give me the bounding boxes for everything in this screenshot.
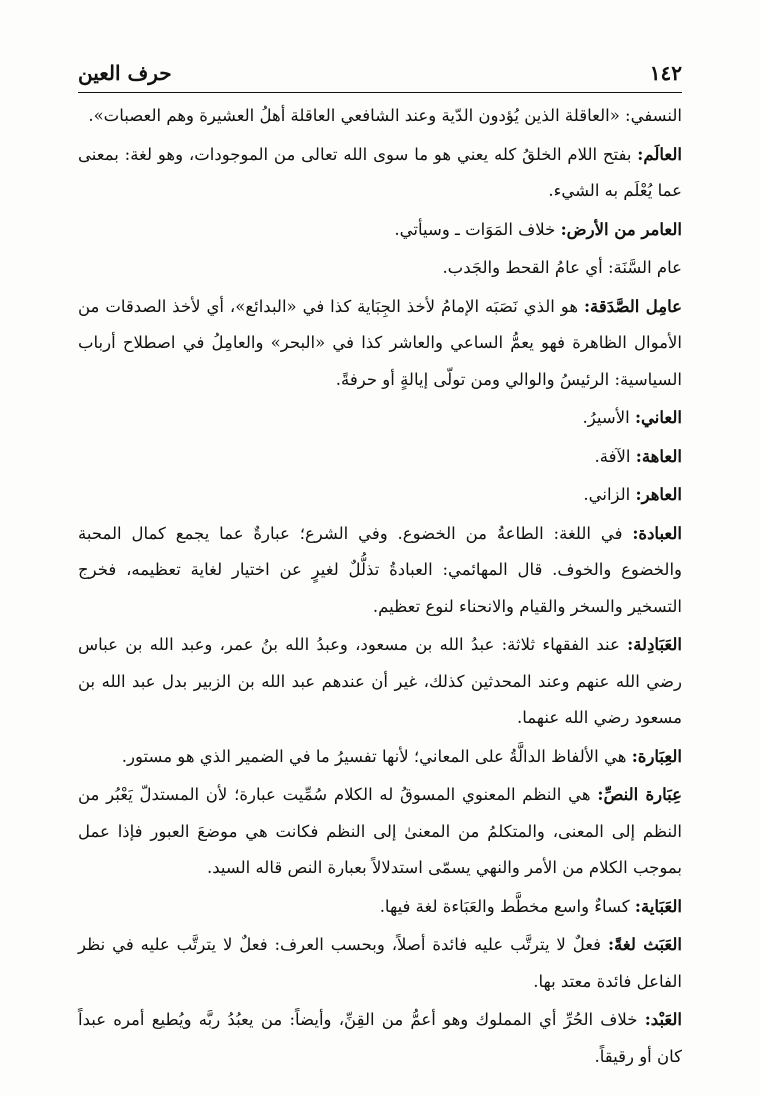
entry-text: هي النظم المعنوي المسوقُ له الكلام سُمِّيت عبارة؛ لأن المستدلّ يَعْبُر من النظم إلى المعنى، والمتكلمُ من المعنىٰ إلى النظم فكانت هي موضعَ العبور فإذا عمل بموجب الكلام من الأمر والنهي يسمّى استدلالاً بعبارة النص قاله السيد.: [78, 785, 682, 877]
entry-ibada: [78, 516, 682, 626]
entry-text: بفتح اللام الخلقُ كله يعني هو ما سوى الله تعالى من الموجودات، وهو لغة: بمعنى عما يُعْلَم به الشيء.: [78, 144, 682, 200]
page-body: [78, 98, 682, 1075]
entry-ibarat-alnass: [78, 777, 682, 887]
entry-headword: العاهة:: [635, 446, 682, 466]
entry-text: هو الذي نَصَبَه الإمامُ لأخذ الجِبَاية كذا في «البدائع»، أي لأخذ الصدقات من الأموال الظاهرة فهو يعمُّ الساعي والعاشر كذا في «البحر» والعامِلُ في اصطلاح أرباب السياسية: الرئيسُ والوالي ومن تولّى إيالةٍ أو حرفةً.: [78, 296, 682, 389]
entry-abd: [78, 1002, 682, 1075]
entry-abath: [78, 927, 682, 1000]
entry-text: الزاني.: [583, 485, 636, 504]
entry-ibara: [78, 739, 682, 776]
entry-headword: العامر من الأرض:: [560, 219, 682, 239]
section-title: حرف العين: [78, 61, 172, 85]
entry-headword: العالَم:: [637, 144, 682, 164]
entry-continuation: النسفي: «العاقلة الذين يُؤدون الدّية وعند الشافعي العاقلة أهلُ العشيرة وهم العصبات».: [88, 106, 682, 125]
entry-text: خلاف المَوَات ـ وسيأتي.: [394, 219, 561, 239]
entry-text: هي الألفاظ الدالَّةُ على المعاني؛ لأنها تفسيرُ ما في الضمير الذي هو مستور.: [121, 746, 632, 766]
running-header: [78, 58, 682, 88]
entry-headword: العَبَادِلة:: [627, 635, 682, 654]
entry-headword: عِبَارة النصِّ:: [597, 785, 682, 804]
entry-headword: العاني:: [634, 408, 682, 427]
entry-amir: [78, 212, 682, 249]
entry-headword: العَبَث لغةً:: [607, 935, 683, 954]
entry-am-alsana: [78, 250, 682, 287]
entry-headword: العاهر:: [635, 485, 682, 504]
book-page: [78, 0, 682, 1096]
entry-headword: عامِل الصَّدَقة:: [583, 296, 682, 316]
entry-amil-alsadaqa: [78, 289, 682, 399]
page-number: ١٤٢: [649, 61, 682, 85]
entry-headword: العِبَارة:: [631, 746, 682, 766]
header-rule: [78, 92, 682, 93]
entry-alam: [78, 137, 682, 210]
entry-text: في اللغة: الطاعةُ من الخضوع. وفي الشرع؛ عبارةٌ عما يجمع كمال المحبة والخضوع والخوف. قال المهائمي: العبادةُ تذلُّلٌ لغيرٍ عن اختيار لغاية تعظيمه، فخرج التسخير والسخر والقيام والانحناء لنوع تعظيم.: [78, 523, 682, 616]
entry-text: الأسيرُ.: [582, 408, 635, 427]
entry-text: كساءٌ واسع مخطَّط والعَبَاءة لغة فيها.: [379, 896, 635, 916]
entry-headword: العَبَاية:: [634, 896, 682, 916]
entry-text: فعلٌ لا يترتَّب عليه فائدة أصلاً، وبحسب العرف: فعلٌ لا يترتَّب عليه في نظر الفاعل فائدة معتد بها.: [78, 935, 682, 991]
entry-text: الآفة.: [594, 446, 636, 466]
entry-headword: العبادة:: [632, 523, 682, 543]
entry-ahir: [78, 477, 682, 514]
entry-aha: [78, 439, 682, 476]
entry-abadila: [78, 627, 682, 737]
entry-abaya: [78, 889, 682, 926]
entry-headword: العَبْد:: [644, 1010, 682, 1029]
entry-text: عند الفقهاء ثلاثة: عبدُ الله بن مسعود، وعبدُ الله بنُ عمر، وعبد الله بن عباس رضي الله عنهم وعند المحدثين كذلك، غير أن عندهم عبد الله بن الزبير بدل عبد الله بن مسعود رضي الله عنهما.: [78, 635, 682, 727]
entry-text: عام السَّنَة: أي عامُ القحط والجَدب.: [442, 258, 682, 277]
entry-text: خلاف الحُرِّ أي المملوك وهو أعمُّ من القِنِّ، وأيضاً: من يعبُدُ ربَّه ويُطيع أمره عبداً كان أو رقيقاً.: [78, 1010, 682, 1066]
entry-ani: [78, 400, 682, 437]
